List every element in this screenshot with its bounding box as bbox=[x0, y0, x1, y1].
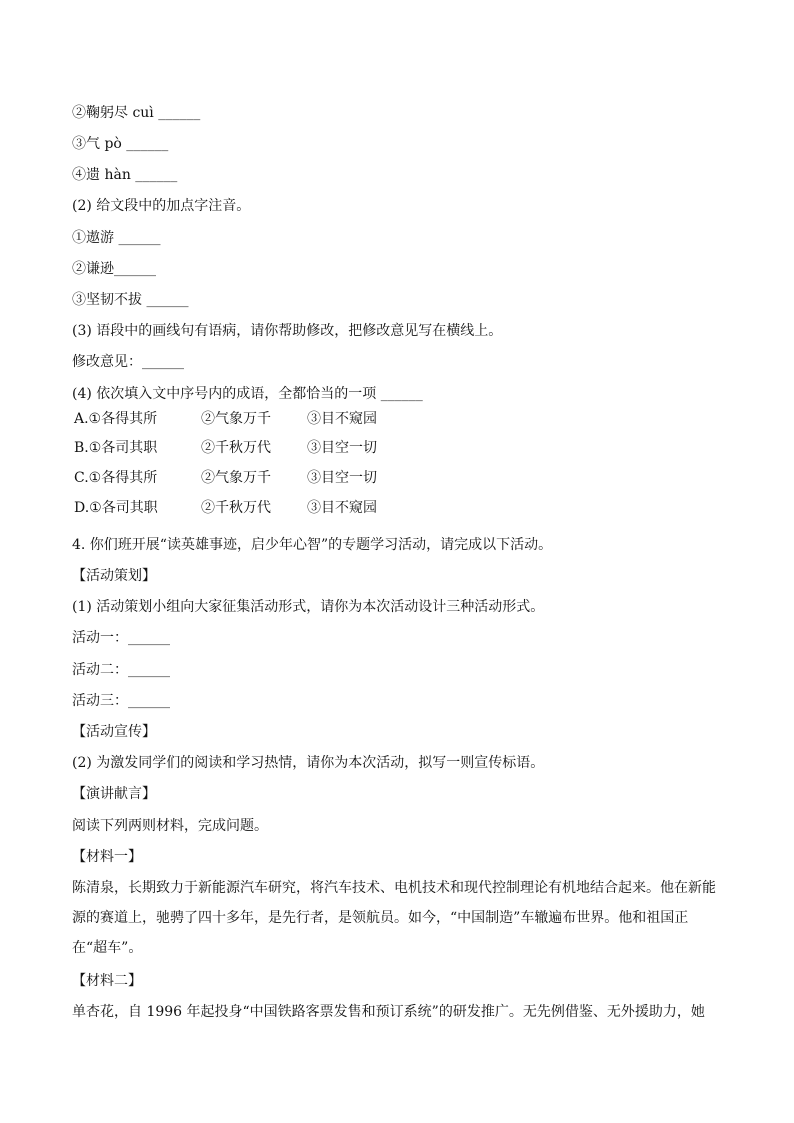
q2-item-3: ③坚韧不拔 ______ bbox=[72, 292, 189, 308]
option-a-2: ②气象万千 bbox=[201, 411, 271, 427]
q1-item-3: ③气 pò ______ bbox=[72, 136, 169, 152]
option-b-3: ③目空一切 bbox=[307, 440, 377, 456]
activity-2-line: 活动二：______ bbox=[72, 662, 170, 678]
heading-speech: 【演讲献言】 bbox=[72, 786, 156, 802]
option-b-1: B.①各司其职 bbox=[74, 440, 158, 456]
option-c-2: ②气象万千 bbox=[201, 470, 271, 486]
option-d-3: ③目不窥园 bbox=[307, 500, 377, 516]
activity-1-line: 活动一：______ bbox=[72, 630, 170, 646]
q2-item-1: ①遨游 ______ bbox=[72, 230, 161, 246]
option-a-3: ③目不窥园 bbox=[307, 411, 377, 427]
q3-answer-line: 修改意见：______ bbox=[72, 354, 184, 370]
q2-prompt: (2) 给文段中的加点字注音。 bbox=[72, 198, 251, 214]
option-a-1: A.①各得其所 bbox=[74, 411, 158, 427]
q4-prompt: (4) 依次填入文中序号内的成语，全都恰当的一项 ______ bbox=[72, 386, 423, 402]
heading-material-1: 【材料一】 bbox=[72, 849, 142, 865]
heading-activity-planning: 【活动策划】 bbox=[72, 568, 156, 584]
activity-3-line: 活动三：______ bbox=[72, 693, 170, 709]
q4-section-title: 4. 你们班开展“读英雄事迹，启少年心智”的专题学习活动，请完成以下活动。 bbox=[72, 537, 553, 553]
q1-item-4: ④遗 hàn ______ bbox=[72, 167, 178, 183]
reading-instruction: 阅读下列两则材料，完成问题。 bbox=[72, 818, 268, 834]
option-d-1: D.①各司其职 bbox=[74, 500, 158, 516]
q4-2-prompt: (2) 为激发同学们的阅读和学习热情，请你为本次活动，拟写一则宣传标语。 bbox=[72, 755, 545, 771]
option-c-1: C.①各得其所 bbox=[74, 470, 158, 486]
material-2-text: 单杏花，自 1996 年起投身“中国铁路客票发售和预订系统”的研发推广。无先例借鉴、无外援助力，她 bbox=[72, 1004, 705, 1020]
material-1-text: 陈清泉，长期致力于新能源汽车研究，将汽车技术、电机技术和现代控制理论有机地结合起来。他在新能源的赛道上，驰骋了四十多年，是先行者，是领航员。如今，“中国制造”车辙遍布世界。他和祖国正在“超车”。 bbox=[72, 880, 716, 956]
heading-activity-promotion: 【活动宣传】 bbox=[72, 724, 156, 740]
option-c-3: ③目空一切 bbox=[307, 470, 377, 486]
q2-item-2: ②谦逊______ bbox=[72, 261, 156, 277]
q1-item-2: ②鞠躬尽 cuì ______ bbox=[72, 105, 201, 121]
q4-1-prompt: (1) 活动策划小组向大家征集活动形式，请你为本次活动设计三种活动形式。 bbox=[72, 599, 545, 615]
q3-prompt: (3) 语段中的画线句有语病，请你帮助修改，把修改意见写在横线上。 bbox=[72, 323, 503, 339]
option-b-2: ②千秋万代 bbox=[201, 440, 271, 456]
heading-material-2: 【材料二】 bbox=[72, 973, 142, 989]
option-d-2: ②千秋万代 bbox=[201, 500, 271, 516]
